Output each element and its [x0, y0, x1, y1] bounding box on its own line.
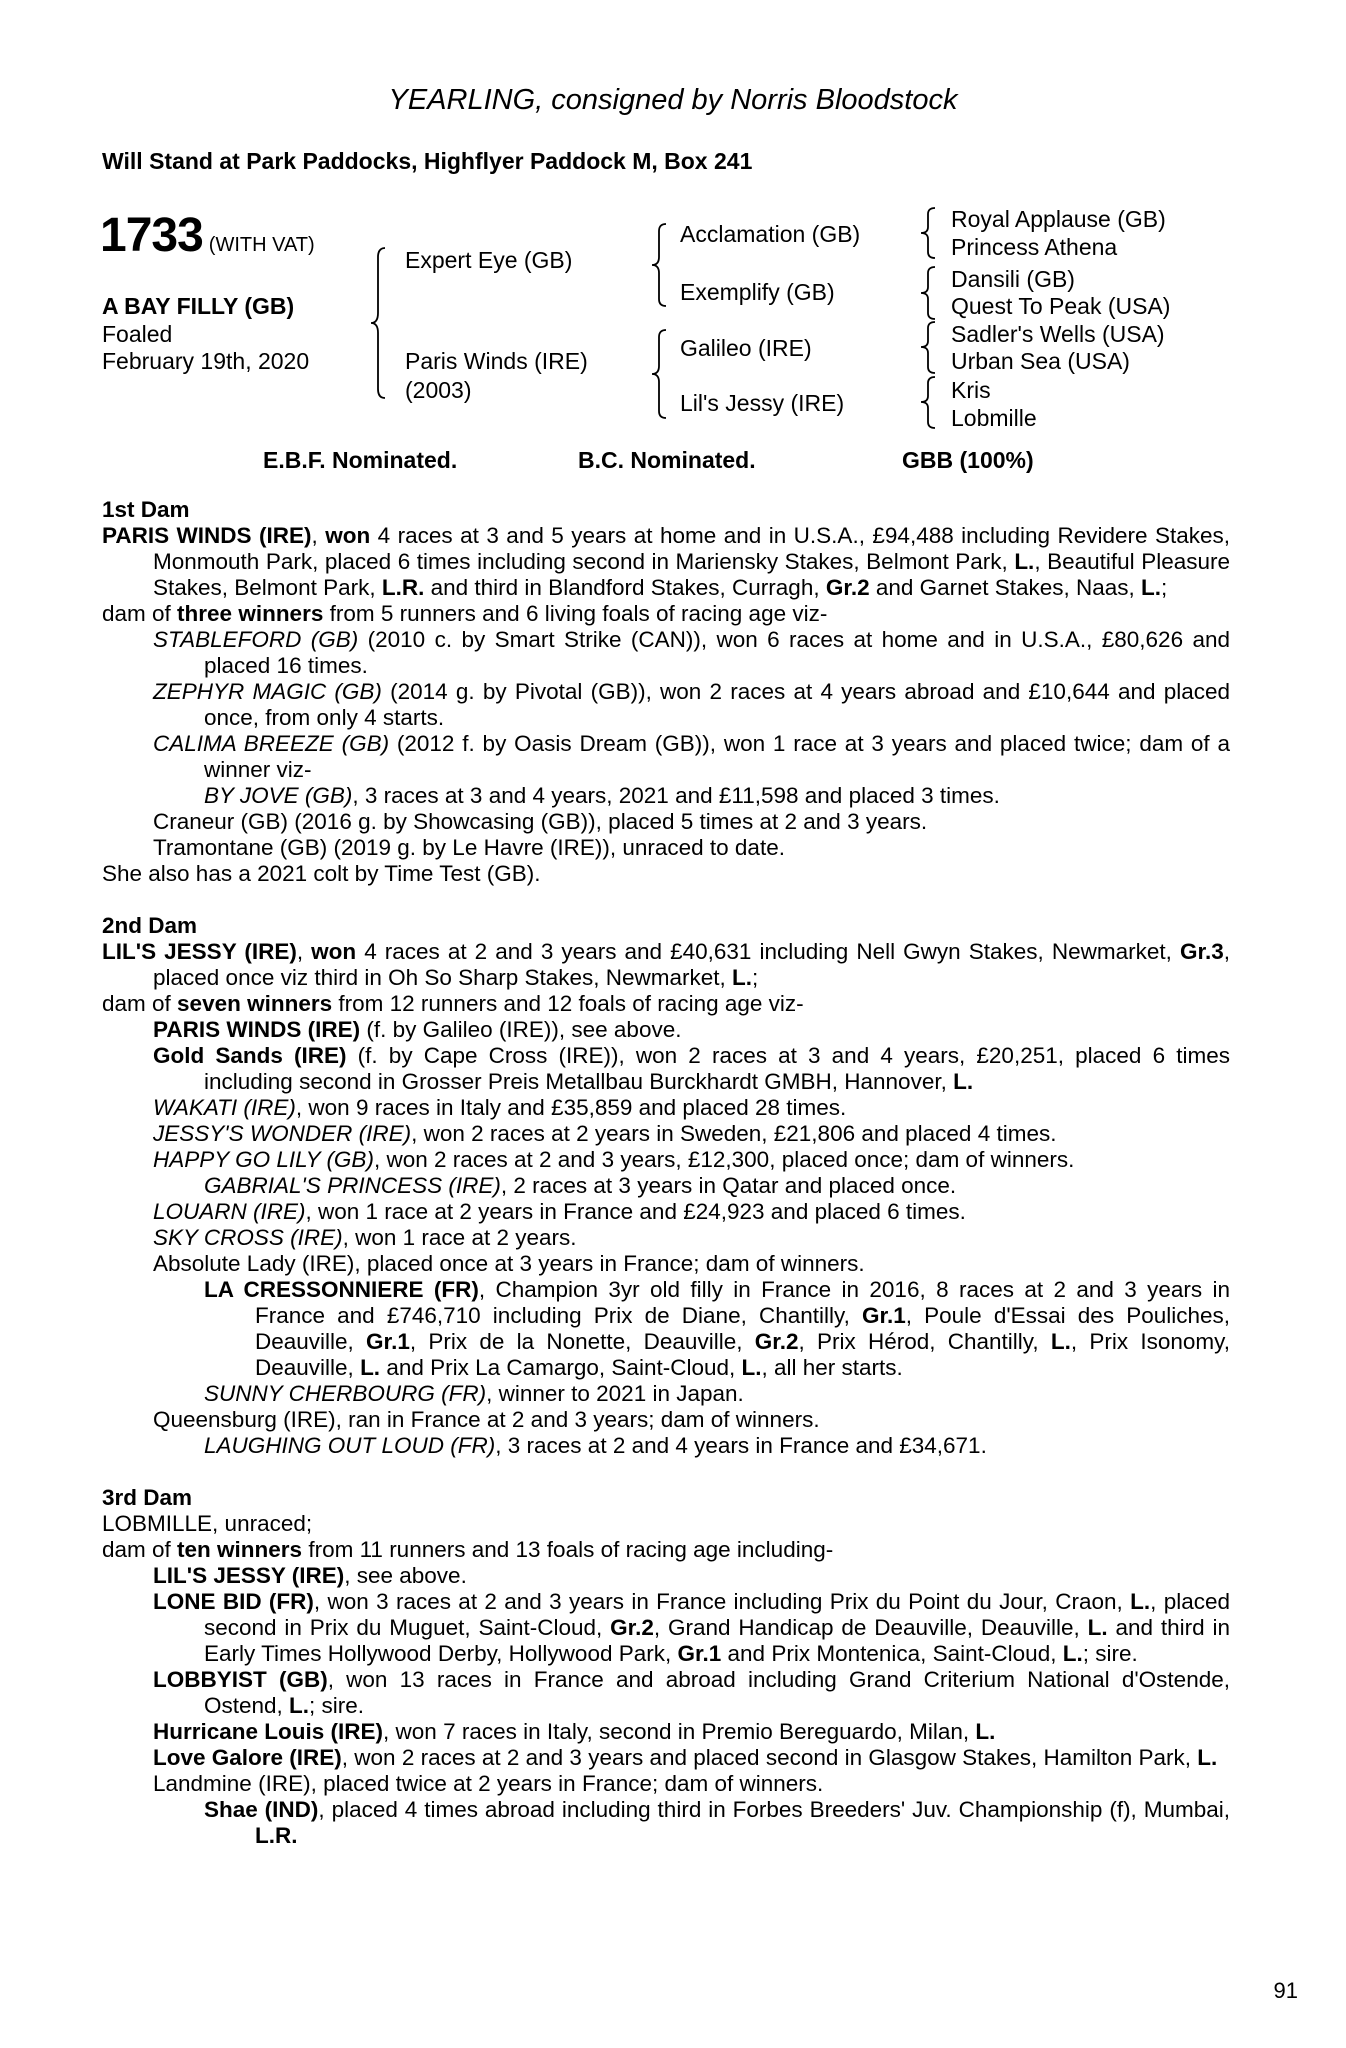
italic-text: HAPPY GO LILY (GB)	[153, 1147, 374, 1172]
entry-text: , Prix de la Nonette, Deauville,	[409, 1329, 755, 1354]
entry-text: 4 races at 2 and 3 years and £40,631 including Nell Gwyn Stakes, Newmarket,	[356, 939, 1180, 964]
entry-text: Queensburg (IRE), ran in France at 2 and 3 years; dam of winners.	[153, 1407, 820, 1432]
entry-text: 4 races at 3 and 5 years at home and in U.S.A., £94,488 including Revidere Stakes, Monmouth Park, placed 6 times including second in Mariensky Stakes, Belmont Park,	[153, 523, 1230, 574]
entry-text: , Champion 3yr old filly in France in 2016, 8 races at 2 and 3 years in France and £746,710 including Prix de Diane, Chantilly,	[255, 1277, 1230, 1328]
produce-entry	[102, 1121, 1230, 1147]
bold-text: LONE BID (FR)	[153, 1589, 314, 1614]
produce-entry	[102, 1017, 1230, 1043]
entry-text: from 12 runners and 12 foals of racing age viz-	[332, 991, 804, 1016]
entry-text: and Garnet Stakes, Naas,	[869, 575, 1142, 600]
pedigree-brace	[920, 266, 936, 320]
entry-text: and Prix La Camargo, Saint-Cloud,	[380, 1355, 742, 1380]
bold-text: L.	[289, 1693, 310, 1718]
entry-text: Absolute Lady (IRE), placed once at 3 years in France; dam of winners.	[153, 1251, 865, 1276]
entry-text: She also has a 2021 colt by Time Test (GB).	[102, 861, 541, 886]
produce-entry	[102, 1771, 1230, 1797]
bold-text: L.	[732, 965, 753, 990]
entry-text: , won 1 race at 2 years.	[342, 1225, 577, 1250]
italic-text: SKY CROSS (IRE)	[153, 1225, 343, 1250]
bold-text: L.	[975, 1719, 996, 1744]
pedigree-dam: Paris Winds (IRE)	[405, 348, 588, 374]
bold-text: Gr.2	[825, 575, 870, 600]
bold-text: Gr.2	[610, 1615, 654, 1640]
pedigree-sire-dam: Exemplify (GB)	[680, 279, 835, 305]
bold-text: ten winners	[177, 1537, 303, 1562]
produce-entry	[102, 627, 1230, 679]
entry-text: , won 2 races at 2 and 3 years, £12,300, placed once; dam of winners.	[373, 1147, 1075, 1172]
produce-entry	[102, 1225, 1230, 1251]
vat-label: (WITH VAT)	[208, 234, 315, 256]
entry-text: , 2 races at 3 years in Qatar and placed once.	[500, 1173, 957, 1198]
ebf-nomination: E.B.F. Nominated.	[263, 447, 458, 473]
bold-text: Shae (IND)	[204, 1797, 319, 1822]
bold-text: L.	[1087, 1615, 1108, 1640]
entry-text: , won 1 race at 2 years in France and £24,923 and placed 6 times.	[305, 1199, 966, 1224]
entry-text: LOBMILLE, unraced;	[102, 1511, 313, 1536]
produce-entry	[102, 1251, 1230, 1277]
section-heading: 1st Dam	[102, 497, 190, 522]
entry-text: , placed 4 times abroad including third in Forbes Breeders' Juv. Championship (f), Mumbai,	[318, 1797, 1230, 1822]
entry-text: , Prix Hérod, Chantilly,	[798, 1329, 1051, 1354]
section-heading: 3rd Dam	[102, 1485, 193, 1510]
entry-text: ; sire.	[1082, 1641, 1138, 1666]
produce-entry	[102, 1511, 1230, 1537]
italic-text: GABRIAL'S PRINCESS (IRE)	[204, 1173, 501, 1198]
produce-entry	[102, 1199, 1230, 1225]
entry-text: Craneur (GB) (2016 g. by Showcasing (GB)), placed 5 times at 2 and 3 years.	[153, 809, 928, 834]
entry-text: ,	[296, 939, 312, 964]
bold-text: seven winners	[177, 991, 333, 1016]
produce-entry	[102, 809, 1230, 835]
produce-entry	[102, 835, 1230, 861]
bold-text: PARIS WINDS (IRE)	[153, 1017, 361, 1042]
entry-text: ; sire.	[309, 1693, 365, 1718]
pedigree-gen3: Kris	[951, 377, 991, 403]
entry-text: ;	[752, 965, 759, 990]
entry-text: , placed once viz third in Oh So Sharp Stakes, Newmarket,	[153, 939, 1230, 990]
entry-text: and third in Blandford Stakes, Curragh,	[424, 575, 826, 600]
bold-text: L.	[741, 1355, 762, 1380]
dam-section	[102, 497, 1230, 887]
bold-text: Gr.3	[1179, 939, 1224, 964]
entry-text: , winner to 2021 in Japan.	[486, 1381, 744, 1406]
entry-text: , won 7 races in Italy, second in Premio Bereguardo, Milan,	[383, 1719, 976, 1744]
pedigree-sire: Expert Eye (GB)	[405, 247, 573, 273]
produce-entry	[102, 939, 1230, 991]
produce-entry	[102, 1433, 1230, 1459]
entry-text: , Prix Isonomy, Deauville,	[255, 1329, 1230, 1380]
produce-entry	[102, 783, 1230, 809]
pedigree-gen3: Quest To Peak (USA)	[951, 293, 1171, 319]
italic-text: BY JOVE (GB)	[204, 783, 353, 808]
entry-text: , 3 races at 3 and 4 years, 2021 and £11,598 and placed 3 times.	[352, 783, 1000, 808]
page-title: YEARLING, consigned by Norris Bloodstock	[388, 84, 958, 116]
bold-text: LIL'S JESSY (IRE)	[153, 1563, 345, 1588]
entry-text: , won 13 races in France and abroad including Grand Criterium National d'Ostende, Ostend,	[204, 1667, 1230, 1718]
bold-text: LIL'S JESSY (IRE)	[102, 939, 297, 964]
foaled-date: February 19th, 2020	[102, 348, 310, 374]
page-number: 91	[1273, 1978, 1298, 2003]
bold-text: L.R.	[381, 575, 425, 600]
bold-text: LA CRESSONNIERE (FR)	[204, 1277, 479, 1302]
entry-text: ;	[1161, 575, 1168, 600]
produce-entry	[102, 1797, 1230, 1849]
bold-text: won	[325, 523, 371, 548]
pedigree-brace	[651, 329, 667, 419]
entry-text: , Grand Handicap de Deauville, Deauville,	[653, 1615, 1088, 1640]
pedigree-dam-dam: Lil's Jessy (IRE)	[680, 390, 845, 416]
bold-text: Love Galore (IRE)	[153, 1745, 342, 1770]
bold-text: L.R.	[255, 1823, 298, 1848]
italic-text: CALIMA BREEZE (GB)	[153, 731, 390, 756]
location-line: Will Stand at Park Paddocks, Highflyer Paddock M, Box 241	[102, 148, 753, 174]
lot-number	[100, 208, 315, 263]
italic-text: ZEPHYR MAGIC (GB)	[153, 679, 382, 704]
bold-text: Gr.1	[366, 1329, 410, 1354]
entry-text: , Beautiful Pleasure Stakes, Belmont Park,	[153, 549, 1230, 600]
entry-text: ,	[311, 523, 326, 548]
entry-text: (2012 f. by Oasis Dream (GB)), won 1 race at 3 years and placed twice; dam of a winner viz-	[204, 731, 1230, 782]
entry-text: , placed second in Prix du Muguet, Saint-Cloud,	[204, 1589, 1230, 1640]
entry-text: from 11 runners and 13 foals of racing age including-	[302, 1537, 834, 1562]
italic-text: JESSY'S WONDER (IRE)	[153, 1121, 412, 1146]
entry-text: dam of	[102, 1537, 178, 1562]
entry-text: dam of	[102, 601, 178, 626]
pedigree-gen3: Urban Sea (USA)	[951, 348, 1130, 374]
produce-entry	[102, 1381, 1230, 1407]
bc-nomination: B.C. Nominated.	[578, 447, 756, 473]
pedigree-gen3: Sadler's Wells (USA)	[951, 321, 1165, 347]
produce-entry	[102, 1667, 1230, 1719]
pedigree-brace	[920, 321, 936, 374]
bold-text: L.	[1050, 1329, 1071, 1354]
section-heading: 2nd Dam	[102, 913, 198, 938]
entry-text: and Prix Montenica, Saint-Cloud,	[721, 1641, 1063, 1666]
italic-text: WAKATI (IRE)	[153, 1095, 296, 1120]
entry-text: (f. by Galileo (IRE)), see above.	[360, 1017, 682, 1042]
italic-text: LOUARN (IRE)	[153, 1199, 306, 1224]
produce-entry	[102, 1589, 1230, 1667]
bold-text: L.	[1141, 575, 1162, 600]
produce-entry	[102, 1095, 1230, 1121]
pedigree-brace	[920, 207, 936, 259]
foaled-label: Foaled	[102, 321, 173, 347]
bold-text: L.	[1062, 1641, 1083, 1666]
entry-text: , see above.	[344, 1563, 467, 1588]
entry-text: , won 9 races in Italy and £35,859 and placed 28 times.	[295, 1095, 847, 1120]
bold-text: won	[311, 939, 357, 964]
pedigree-sire-sire: Acclamation (GB)	[680, 221, 861, 247]
pedigree-brace	[651, 223, 667, 307]
entry-text: , all her starts.	[761, 1355, 903, 1380]
produce-entry	[102, 1173, 1230, 1199]
bold-text: L.	[360, 1355, 381, 1380]
entry-text: , won 3 races at 2 and 3 years in France including Prix du Point du Jour, Craon,	[313, 1589, 1131, 1614]
lot-number-value: 1733	[100, 209, 203, 262]
bold-text: LOBBYIST (GB)	[153, 1667, 328, 1692]
produce-entry	[102, 679, 1230, 731]
produce-entry	[102, 731, 1230, 783]
entry-text: dam of	[102, 991, 178, 1016]
produce-entry	[102, 601, 1230, 627]
horse-description: A BAY FILLY (GB)	[102, 293, 295, 319]
pedigree-brace	[370, 247, 386, 399]
entry-text: , won 2 races at 2 and 3 years and placed second in Glasgow Stakes, Hamilton Park,	[341, 1745, 1198, 1770]
entry-text: Landmine (IRE), placed twice at 2 years in France; dam of winners.	[153, 1771, 824, 1796]
produce-entry	[102, 991, 1230, 1017]
bold-text: Gr.1	[677, 1641, 722, 1666]
produce-entry	[102, 1277, 1230, 1381]
entry-text: (2010 c. by Smart Strike (CAN)), won 6 races at home and in U.S.A., £80,626 and placed 16 times.	[204, 627, 1231, 678]
dam-section	[102, 1485, 1230, 1849]
entry-text: Tramontane (GB) (2019 g. by Le Havre (IRE)), unraced to date.	[153, 835, 785, 860]
entry-text: (2014 g. by Pivotal (GB)), won 2 races at 4 years abroad and £10,644 and placed once, from only 4 starts.	[204, 679, 1231, 730]
produce-entry	[102, 1745, 1230, 1771]
entry-text: , won 2 races at 2 years in Sweden, £21,806 and placed 4 times.	[411, 1121, 1057, 1146]
bold-text: three winners	[177, 601, 324, 626]
entry-text: from 5 runners and 6 living foals of racing age viz-	[323, 601, 828, 626]
bold-text: L.	[1014, 549, 1035, 574]
catalogue-body	[102, 497, 1230, 1875]
pedigree-gen3: Princess Athena	[951, 234, 1118, 260]
produce-entry	[102, 1147, 1230, 1173]
produce-entry	[102, 1043, 1230, 1095]
produce-entry	[102, 861, 1230, 887]
entry-text: (f. by Cape Cross (IRE)), won 2 races at 3 and 4 years, £20,251, placed 6 times including second in Grosser Preis Metallbau Burckhardt GMBH, Hannover,	[204, 1043, 1230, 1094]
bold-text: L.	[1197, 1745, 1218, 1770]
pedigree-gen3: Lobmille	[951, 405, 1037, 431]
bold-text: Gr.1	[861, 1303, 906, 1328]
entry-text: , 3 races at 2 and 4 years in France and £34,671.	[495, 1433, 987, 1458]
italic-text: STABLEFORD (GB)	[153, 627, 359, 652]
produce-entry	[102, 1719, 1230, 1745]
produce-entry	[102, 1407, 1230, 1433]
bold-text: L.	[953, 1069, 974, 1094]
pedigree-gen3: Royal Applause (GB)	[951, 206, 1166, 232]
bold-text: Gold Sands (IRE)	[153, 1043, 347, 1068]
bold-text: L.	[1130, 1589, 1151, 1614]
bold-text: Hurricane Louis (IRE)	[153, 1719, 384, 1744]
dam-section	[102, 913, 1230, 1459]
produce-entry	[102, 1563, 1230, 1589]
entry-text: and third in Early Times Hollywood Derby, Hollywood Park,	[204, 1615, 1231, 1666]
bold-text: PARIS WINDS (IRE)	[102, 523, 312, 548]
produce-entry	[102, 523, 1230, 601]
pedigree-dam-year: (2003)	[405, 377, 472, 403]
pedigree-gen3: Dansili (GB)	[951, 266, 1075, 292]
gbb-status: GBB (100%)	[902, 447, 1034, 473]
entry-text: , Poule d'Essai des Pouliches, Deauville,	[255, 1303, 1231, 1354]
bold-text: Gr.2	[754, 1329, 799, 1354]
italic-text: SUNNY CHERBOURG (FR)	[204, 1381, 487, 1406]
italic-text: LAUGHING OUT LOUD (FR)	[204, 1433, 496, 1458]
pedigree-brace	[920, 376, 936, 429]
pedigree-dam-sire: Galileo (IRE)	[680, 335, 812, 361]
produce-entry	[102, 1537, 1230, 1563]
